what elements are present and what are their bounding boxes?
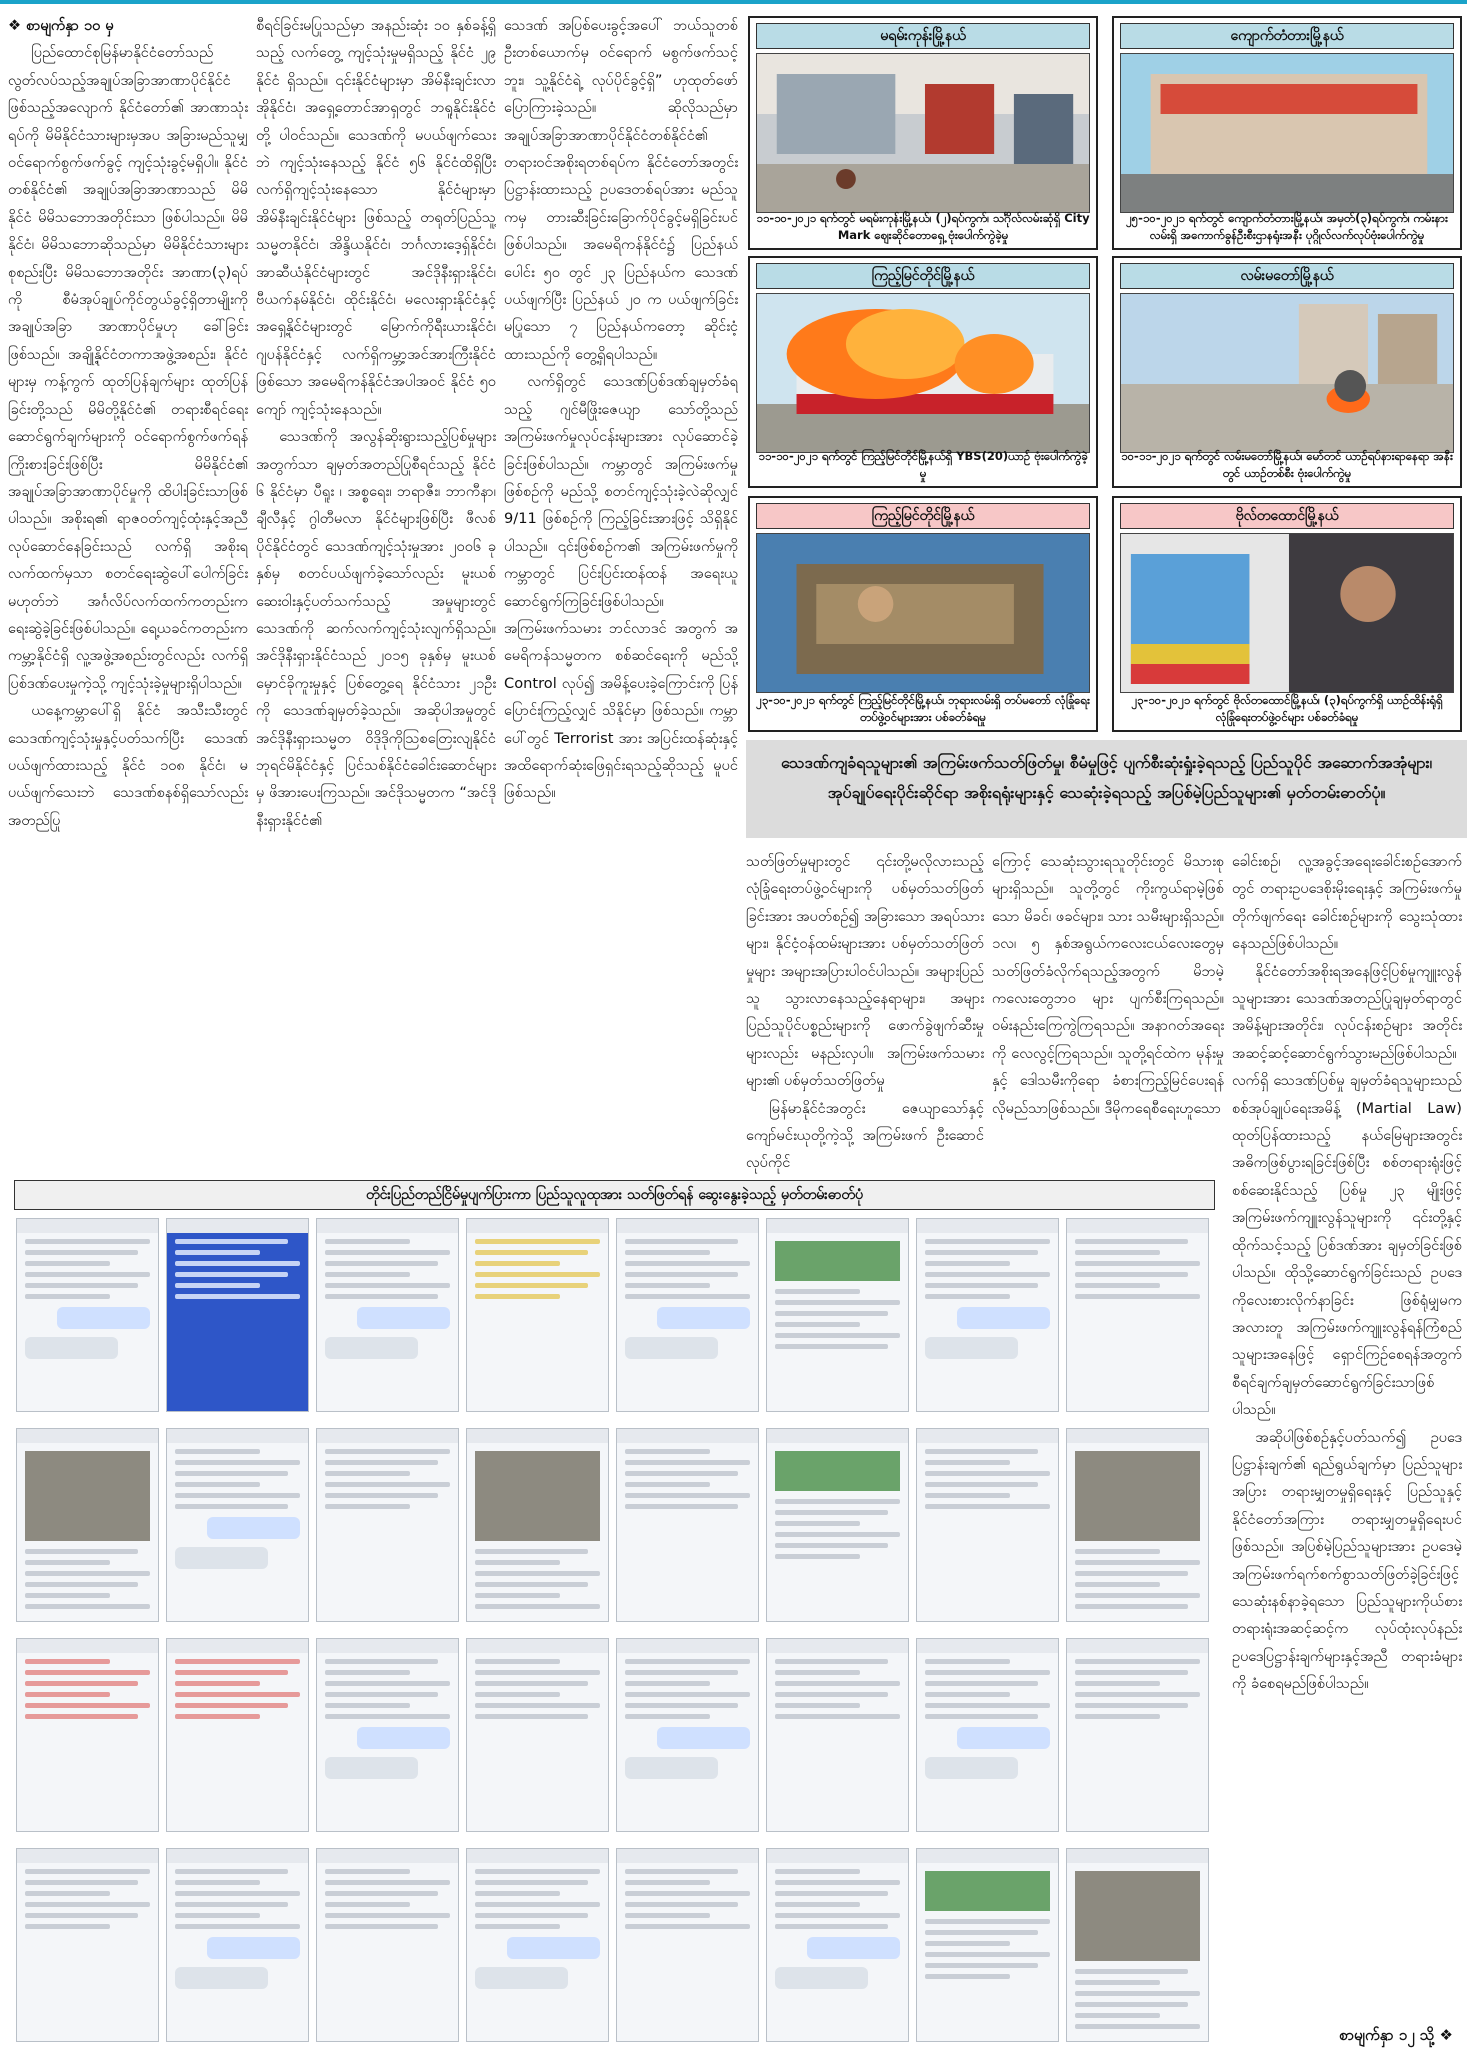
evidence-screenshot <box>466 1218 609 1412</box>
photo-band-caption: သေဒဏ်ကျခံရသူများ၏ အကြမ်းဖက်သတ်ဖြတ်မှု၊ စီမံမှုဖြင့် ပျက်စီးဆုံးရှုံးခဲ့ရသည့် ပြည်သူပိုင် အဆောက်အအုံများ၊ အုပ်ချုပ်ရေးပိုင်းဆိုင်ရာ အစိုးရရုံးများနှင့် သေဆုံးခဲ့ရသည့် အပြစ်မဲ့ပြည်သူများ၏ မှတ်တမ်းဓာတ်ပုံ။ <box>746 740 1467 838</box>
evidence-screenshot <box>1066 1638 1209 1832</box>
evidence-screenshot <box>466 1848 609 2042</box>
evidence-screenshot <box>316 1428 459 1622</box>
top-rule <box>0 0 1467 4</box>
photo-caption: ၁၀-၁၁-၂၀၂၁ ရက်တွင် လမ်းမတော်မြို့နယ်၊ မော်တင် ယာဉ်ရပ်နားရာနေရာ အနီးတွင် ယာဉ်တစ်စီး ဗုံးပေါက်ကွဲမှု <box>1121 449 1453 480</box>
evidence-screenshot <box>766 1428 909 1622</box>
photo-kyeemyindaing-bus <box>748 256 1098 488</box>
evidence-screenshot <box>166 1218 309 1412</box>
photo-title: မရမ်းကုန်းမြို့နယ် <box>756 23 1090 49</box>
paragraph: မြန်မာနိုင်ငံအတွင်း ဇေယျာသော်နှင့် ကျော်မင်းယုတို့ကဲ့သို့ အကြမ်းဖက် ဦးဆောင်လုပ်ကိုင် <box>746 1099 984 1172</box>
evidence-screenshots <box>14 1214 1215 2052</box>
photo-image <box>1120 293 1454 453</box>
photo-lanmadaw <box>1112 256 1462 488</box>
evidence-screenshot <box>16 1638 159 1832</box>
photo-mayangone <box>748 16 1098 250</box>
evidence-screenshot <box>766 1638 909 1832</box>
evidence-screenshot <box>1066 1848 1209 2042</box>
evidence-screenshot <box>316 1638 459 1832</box>
article-column-2 <box>256 12 496 1167</box>
photo-image <box>756 53 1090 213</box>
evidence-screenshot <box>316 1218 459 1412</box>
evidence-screenshot <box>616 1638 759 1832</box>
photo-title: ကြည့်မြင်တိုင်မြို့နယ် <box>756 503 1090 529</box>
evidence-screenshot <box>166 1848 309 2042</box>
photo-image <box>756 533 1090 693</box>
paragraph: အဆိုပါဖြစ်စဉ်နှင့်ပတ်သက်၍ ဥပဒေပြဋ္ဌာန်းချက်၏ ရည်ရွယ်ချက်မှာ ပြည်သူများအပြား တရားမျှတမှုရှိရေးနှင့် ပြည်သူနှင့် နိုင်ငံတော်အကြား တရားမျှတမှုရှိရေးပင်ဖြစ်သည်။ အပြစ်မဲ့ပြည်သူများအား ဥပဒေမဲ့ အကြမ်းဖက်ရက်စက်စွာသတ်ဖြတ်ခဲ့ခြင်းဖြင့် သေဆုံးနစ်နာခဲ့ရသော ပြည်သူများကိုယ်စား တရားရုံးအဆင့်ဆင့်က လုပ်ထုံးလုပ်နည်း ဥပဒေပြဋ္ဌာန်းချက်များနှင့်အညီ တရားခံများကို ခံစေရမည်ဖြစ်ပါသည်။ <box>1232 1428 1462 1693</box>
evidence-screenshot <box>1066 1218 1209 1412</box>
photo-image <box>1120 533 1454 693</box>
paragraph: နိုင်ငံတော်အစိုးရအနေဖြင့်ပြစ်မှုကျူးလွန်သူများအား သေဒဏ်အတည်ပြုချမှတ်ရာတွင် အမိန့်များအတိုင်း၊ လုပ်ငန်းစဉ်များ အတိုင်း အဆင့်ဆင့်ဆောင်ရွက်သွားမည်ဖြစ်ပါသည်။ လက်ရှိ သေဒဏ်ပြစ်မှု ချမှတ်ခံရသူများသည် စစ်အုပ်ချုပ်ရေးအမိန့် (Martial Law) ထုတ်ပြန်ထားသည့် နယ်မြေများအတွင်း အဓိကဖြစ်ပွားရခြင်းဖြစ်ပြီး စစ်တရားရုံးဖြင့် စစ်ဆေးနိုင်သည့် ပြစ်မှု ၂၃ မျိုးဖြင့် အကြမ်းဖက်ကျူးလွန်သူများကို ၎င်းတို့နှင့်ထိုက်သင့်သည့် ပြစ်ဒဏ်အား ချမှတ်ခြင်းဖြစ်ပါသည်။ ထိုသို့ဆောင်ရွက်ခြင်းသည် ဥပဒေကိုလေးစားလိုက်နာခြင်း ဖြစ်ရုံမျှမက အလားတူ အကြမ်းဖက်ကျူးလွန်ရန်ကြံစည်သူများအနေဖြင့် ရှောင်ကြဉ်စေရန်အတွက် စီရင်ချက်ချမှတ်ဆောင်ရွက်ခြင်းသာဖြစ်ပါသည်။ <box>1232 962 1462 1419</box>
paragraph: သေဒဏ်ကို အလွန်ဆိုးရွားသည့်ပြစ်မှုများအတွက်သာ ချမှတ်အတည်ပြုစီရင်သည့် နိုင်ငံ ၆ နိုင်ငံမှာ ပီရူး ၊ အစ္စရေး၊ ဘရာဇီး၊ ဘာကီနာ၊ ချီလီနှင့် ဂွါတီမလာ နိုင်ငံများဖြစ်ပြီး ဖီလစ်ပိုင်နိုင်ငံတွင် သေဒဏ်ကျင့်သုံးမှုအား ၂၀၀၆ ခုနှစ်မှ စတင်ပယ်ဖျက်ခဲ့သော်လည်း မူးယစ်ဆေးဝါးနှင့်ပတ်သက်သည့် အမှုများတွင် သေဒဏ်ကို ဆက်လက်ကျင့်သုံးလျက်ရှိသည်။ အင်ဒိုနီးရှားနိုင်ငံသည် ၂၀၁၅ ခုနှစ်မှ မူးယစ်မှောင်ခိုကူးမှုနှင့် ပြစ်တွေ့ရေ နိုင်ငံသား ၂၁ဦးကို သေဒဏ်ချမှတ်ခဲ့သည်။ အဆိုပါအမှုတွင် အင်ဒိုနီးရှားသမ္မတ ဝိဒိုဒိုကိုသြစတြေးလျနိုင်ငံဘုရင်မိနိုင်ငံနှင့် ပြင်သစ်နိုင်ငံခေါင်းဆောင်များမှ ဖိအားပေးကြသည်။ အင်ဒိုသမ္မတက “အင်ဒိုနီးရှားနိုင်ငံ၏ <box>256 428 496 829</box>
evidence-screenshot <box>316 1848 459 2042</box>
article-column-4 <box>746 848 984 1178</box>
photo-caption: ၂၃-၁၀-၂၀၂၁ ရက်တွင် ကြည့်မြင်တိုင်မြို့နယ်၊ ဘုရားလမ်းရှိ တပ်မတော် လုံခြုံရေးတပ်ဖွဲ့ဝင်များအား ပစ်ခတ်ခံရမှု <box>756 693 1090 724</box>
photo-title: ကြည့်မြင်တိုင်မြို့နယ် <box>756 263 1090 289</box>
evidence-screenshot <box>16 1428 159 1622</box>
evidence-screenshot <box>916 1218 1059 1412</box>
photo-title: လမ်းမတော်မြို့နယ် <box>1120 263 1454 289</box>
paragraph: ခေါင်းစဉ်၊ လူ့အခွင့်အရေးခေါင်းစဉ်အောက်တွင် တရားဥပဒေစိုးမိုးရေးနှင့် အကြမ်းဖက်မှုတိုက်ဖျက်ရေး ခေါင်းစဉ်များကို သွေးသုံထား နေသည်ဖြစ်ပါသည်။ <box>1232 853 1462 953</box>
evidence-screenshot <box>466 1428 609 1622</box>
photo-caption: ၂၅-၁၀-၂၀၂၁ ရက်တွင် ကျောက်တံတားမြို့နယ်၊ အမှတ်(၃)ရပ်ကွက်၊ ကမ်းနားလမ်းရှိ အကောက်ခွန်ဦးစီးဌာနရုံးအနီး ပုဂ္ဂိုလ်လက်လုပ်ဗုံးပေါက်ကွဲမှု <box>1126 211 1448 242</box>
evidence-screenshot <box>16 1218 159 1412</box>
evidence-screenshot <box>766 1218 909 1412</box>
photo-caption: ၁၁-၁၀-၂၀၂၁ ရက်တွင် ကြည့်မြင်တိုင်မြို့နယ်ရှိ YBS(20)ယာဉ် ဗုံးပေါက်ကွဲခဲ့မှု <box>758 449 1088 480</box>
evidence-screenshot <box>916 1848 1059 2042</box>
photo-botahtaung <box>1112 496 1462 732</box>
paragraph: ပြည်ထောင်စုမြန်မာနိုင်ငံတော်သည် လွတ်လပ်သည့်အချုပ်အခြာအာဏာပိုင်နိုင်ငံ ဖြစ်သည့်အလျောက် နိုင်ငံတော်၏ အာဏာသုံးရပ်ကို မိမိနိုင်ငံသားများမှအပ အခြားမည်သူမျှ ဝင်ရောက်စွက်ဖက်ခွင့် ကျင့်သုံးခွင့်မရှိပါ။ နိုင်ငံတစ်နိုင်ငံ၏ အချုပ်အခြာအာဏာသည် မိမိနိုင်ငံ မိမိသဘောအတိုင်းသာ ဖြစ်ပါသည်။ မိမိနိုင်ငံ၊ မိမိသဘောဆိုသည်မှာ မိမိနိုင်ငံသားများ စုစည်းပြီး မိမိသဘောအတိုင်း အာဏာ(၃)ရပ်ကို စီမံအုပ်ချုပ်ကိုင်တွယ်ခွင့်ရှိတာမျိုးကို အချုပ်အခြာ အာဏာပိုင်မှုဟု ခေါ်ခြင်းဖြစ်သည်။ အချို့နိုင်ငံတကာအဖွဲ့အစည်း၊ နိုင်ငံများမှ ကန့်ကွက် ထုတ်ပြန်ချက်များ ထုတ်ပြန်ခြင်းတို့သည် မိမိတို့နိုင်ငံ၏ တရားစီရင်ရေးဆောင်ရွက်ချက်များကို ဝင်ရောက်စွက်ဖက်ရန် ကြိုးစားခြင်းဖြစ်ပြီး မိမိနိုင်ငံ၏ အချုပ်အခြာအာဏာပိုင်မှုကို ထိပါးခြင်းသာဖြစ်ပါသည်။ အစိုးရ၏ ရာဇဝတ်ကျင့်ထုံးနှင့်အညီ လုပ်ဆောင်နေခြင်းသည် လက်ရှိ အစိုးရလက်ထက်မှသာ စတင်ရေးဆွဲပေါ်ပေါက်ခြင်းမဟုတ်ဘဲ အင်္ဂလိပ်လက်ထက်ကတည်းက ရေးဆွဲခဲ့ခြင်းဖြစ်ပါသည်။ ရေ့ယခင်ကတည်းက ကမ္ဘာ့နိုင်ငံရှိ လူ့အဖွဲ့အစည်းတွင်လည်း လက်ရှိ ပြစ်ဒဏ်ပေးမှုကဲ့သို့ ကျင့်သုံးခဲ့မှုများရှိပါသည်။ <box>8 44 248 692</box>
paragraph: သေဒဏ် အပြစ်ပေးခွင့်အပေါ် ဘယ်သူတစ်ဦးတစ်ယောက်မှ ဝင်ရောက် မစွက်ဖက်သင့်ဘူး၊ သူ့နိုင်ငံရဲ့ လုပ်ပိုင်ခွင့်ရှိ” ဟုထုတ်ဖော်ပြောကြားခဲ့သည်။ ဆိုလိုသည်မှာ အချုပ်အခြာအာဏာပိုင်နိုင်ငံတစ်နိုင်ငံ၏ တရားဝင်အစိုးရတစ်ရပ်က နိုင်ငံတော်အတွင်း ပြဋ္ဌာန်းထားသည့် ဥပဒေတစ်ရပ်အား မည်သူကမှ တားဆီးခြင်းခြောက်ပိုင်ခွင့်မရှိခြင်းပင် ဖြစ်ပါသည်။ အမေရိကန်နိုင်ငံ၌ ပြည်နယ်ပေါင်း ၅၀ တွင် ၂၃ ပြည်နယ်က သေဒဏ်ပယ်ဖျက်ပြီး ပြည်နယ် ၂၀ က ပယ်ဖျက်ခြင်းမပြုသော ၇ ပြည်နယ်ကတော့ ဆိုင်းငံ့ထားသည်ကို တွေ့ရှိရပါသည်။ <box>504 17 738 363</box>
page-continuation-header: ❖ စာမျက်နှာ ၁၀ မှ <box>8 17 114 34</box>
evidence-screenshot <box>616 1428 759 1622</box>
evidence-screenshot <box>166 1638 309 1832</box>
paragraph: သတ်ဖြတ်မှုများတွင် ၎င်းတို့မလိုလားသည့် လုံခြုံရေးတပ်ဖွဲ့ဝင်များကို ပစ်မှတ်သတ်ဖြတ်ခြင်းအား အပတ်စဉ်၍ အခြားသော အရပ်သားများ၊ နိုင်ငံ့ဝန်ထမ်းများအား ပစ်မှတ်သတ်ဖြတ်မှုများ အများအပြားပါဝင်ပါသည်။ အများပြည်သူ သွားလာနေသည့်နေရာများ၊ အများပြည်သူပိုင်ပစ္စည်းများကို ဖောက်ခွဲဖျက်ဆီးမှုများလည်း မနည်းလှပါ။ အကြမ်းဖက်သမားများ၏ ပစ်မှတ်သတ်ဖြတ်မှု <box>746 853 984 1090</box>
photo-image <box>1120 53 1454 213</box>
evidence-screenshot <box>616 1218 759 1412</box>
article-column-6 <box>1232 848 1462 2008</box>
article-column-3 <box>504 12 738 1167</box>
paragraph: လက်ရှိတွင် သေဒဏ်ပြစ်ဒဏ်ချမှတ်ခံရသည့် ဂျင်မီဖြိုးဇေယျာ သော်တို့သည် အကြမ်းဖက်မှုလုပ်ငန်းများအား လုပ်ဆောင်ခဲ့ခြင်းဖြစ်ပါသည်။ ကမ္ဘာတွင် အကြမ်းဖက်မှုဖြစ်စဉ်ကို မည်သို့ စတင်ကျင့်သုံးခဲ့လဲဆိုလျှင် 9/11 ဖြစ်စဉ်ကို ကြည့်ခြင်းအားဖြင့် သိရှိနိုင်ပါသည်။ ၎င်းဖြစ်စဉ်က၏ အကြမ်းဖက်မှုကို ကမ္ဘာတွင် ပြင်းပြင်းထန်ထန် အရေးယူဆောင်ရွက်ကြခြင်းဖြစ်ပါသည်။ အကြမ်းဖက်သမား ဘင်လာဒင် အတွက် အမေရိကန်သမ္မတက စစ်ဆင်ရေးကို မည်သို့ Control လုပ်၍ အမိန့်ပေးခဲ့ကြောင်းကို ပြန်ပြောင်းကြည့်လျှင် သိနိုင်မှာ ဖြစ်သည်။ ကမ္ဘာပေါ်တွင် Terrorist အား အပြင်းထန်ဆုံးနှင့် အထိရောက်ဆုံးဖြေရှင်းရသည့်ဆိုသည့် မူပင်ဖြစ်သည်။ <box>504 373 738 802</box>
article-column-5 <box>992 848 1224 1178</box>
evidence-screenshot <box>616 1848 759 2042</box>
evidence-screenshot <box>166 1428 309 1622</box>
evidence-screenshot <box>916 1428 1059 1622</box>
page-continuation-footer: စာမျက်နှာ ၁၂ သို့ ❖ <box>1339 2026 1453 2044</box>
photo-caption: ၁၁-၁၀-၂၀၂၁ ရက်တွင် မရမ်းကုန်းမြို့နယ်၊ (၂)ရပ်ကွက်၊ သင်္ဂိုလ်လမ်းဆုံရှိ City Mark ဈေးဆိုင်တောရှေ့ ဗုံးပေါက်ကွဲခဲ့မှု <box>756 211 1090 242</box>
evidence-screenshot <box>16 1848 159 2042</box>
photo-image <box>756 293 1090 453</box>
paragraph: ယနေ့ကမ္ဘာပေါ်ရှိ နိုင်ငံ အသီးသီးတွင် သေဒဏ်ကျင့်သုံးမှုနှင့်ပတ်သက်ပြီး သေဒဏ်ပယ်ဖျက်ထားသည့် နိုင်ငံ ၁၀၈ နိုင်ငံ၊ မပယ်ဖျက်သေးဘဲ သေဒဏ်စနစ်ရှိသော်လည်း အတည်ပြု <box>8 702 248 829</box>
photo-title: ဗိုလ်တထောင်မြို့နယ် <box>1120 503 1454 529</box>
evidence-screenshot <box>466 1638 609 1832</box>
photo-kyeemyindaing-victim <box>748 496 1098 732</box>
paragraph: စီရင်ခြင်းမပြုသည်မှာ အနည်းဆုံး ၁၀ နှစ်ခန့်ရှိသည့် လက်တွေ့ ကျင့်သုံးမှုမရှိသည့် နိုင်ငံ ၂၉ နိုင်ငံ ရှိသည်။ ၎င်းနိုင်ငံများမှာ အိမ်နီးချင်းလာအိုနိုင်ငံ၊ အရှေ့တောင်အာရှတွင် ဘရူနိုင်းနိုင်ငံတို့ ပါဝင်သည်။ သေဒဏ်ကို မပယ်ဖျက်သေးဘဲ ကျင့်သုံးနေသည့် နိုင်ငံ ၅၆ နိုင်ငံထိရှိပြီး လက်ရှိကျင့်သုံးနေသော နိုင်ငံများမှာ အိမ်နီးချင်းနိုင်ငံများ ဖြစ်သည့် တရုတ်ပြည်သူ့သမ္မတနိုင်ငံ၊ အိန္ဒိယနိုင်ငံ၊ ဘင်္ဂလားဒေ့ရှ်နိုင်ငံ၊ အာဆီယံနိုင်ငံများတွင် အင်ဒိုနီးရှားနိုင်ငံ၊ ဗီယက်နမ်နိုင်ငံ၊ ထိုင်းနိုင်ငံ၊ မလေးရှားနိုင်ငံနှင့်အရှေ့နိုင်ငံများတွင် မြောက်ကိုရီးယားနိုင်ငံ၊ ဂျပန်နိုင်ငံနှင့် လက်ရှိကမ္ဘာ့အင်အားကြီးနိုင်ငံဖြစ်သော အမေရိကန်နိုင်ငံအပါအဝင် နိုင်ငံ ၅၀ ကျော် ကျင့်သုံးနေသည်။ <box>256 17 496 418</box>
screenshots-banner: တိုင်းပြည်တည်ငြိမ်မှုပျက်ပြားကာ ပြည်သူလူထုအား သတ်ဖြတ်ရန် ဆွေးနွေးခဲ့သည့် မှတ်တမ်းဓာတ်ပုံ <box>14 1180 1215 1210</box>
photo-title: ကျောက်တံတားမြို့နယ် <box>1120 23 1454 49</box>
evidence-screenshot <box>1066 1428 1209 1622</box>
photo-kyauktada <box>1112 16 1462 250</box>
paragraph: ကြောင့် သေဆုံးသွားရသူတိုင်းတွင် မိသားစုများရှိသည်။ သူတို့တွင် ကိုးကွယ်ရာမဲ့ဖြစ်သော မိခင်၊ ဖခင်များ၊ သား သမီးများရှိသည်။ ၁လ၊ ၅ နှစ်အရွယ်ကလေးငယ်လေးတွေမှ သတ်ဖြတ်ခံလိုက်ရသည့်အတွက် မိဘမဲ့ကလေးတွေဘဝ များ ပျက်စီးကြရသည်။ ဝမ်းနည်းကြေကွဲကြရသည်။ အနာဂတ်အရေးကို လေလွင့်ကြရသည်။ သူတို့ရင်ထဲက မုန်းမှုနှင့် ဒေါသမီးကိုရော ခံစားကြည့်မြင်ပေးရန် လိုမည်သာဖြစ်သည်။ ဒီမိုကရေစီရေးဟူသော <box>992 853 1224 1117</box>
evidence-screenshot <box>766 1848 909 2042</box>
article-column-1 <box>8 12 248 1167</box>
photo-caption: ၂၃-၁၀-၂၀၂၁ ရက်တွင် ဗိုလ်တထောင်မြို့နယ်၊ (၃)ရပ်ကွက်ရှိ ယာဉ်ထိန်းရုံရှိ လုံခြုံရေးတပ်ဖွဲ့ဝင်များ ပစ်ခတ်ခံရမှု <box>1131 693 1443 724</box>
evidence-screenshot <box>916 1638 1059 1832</box>
